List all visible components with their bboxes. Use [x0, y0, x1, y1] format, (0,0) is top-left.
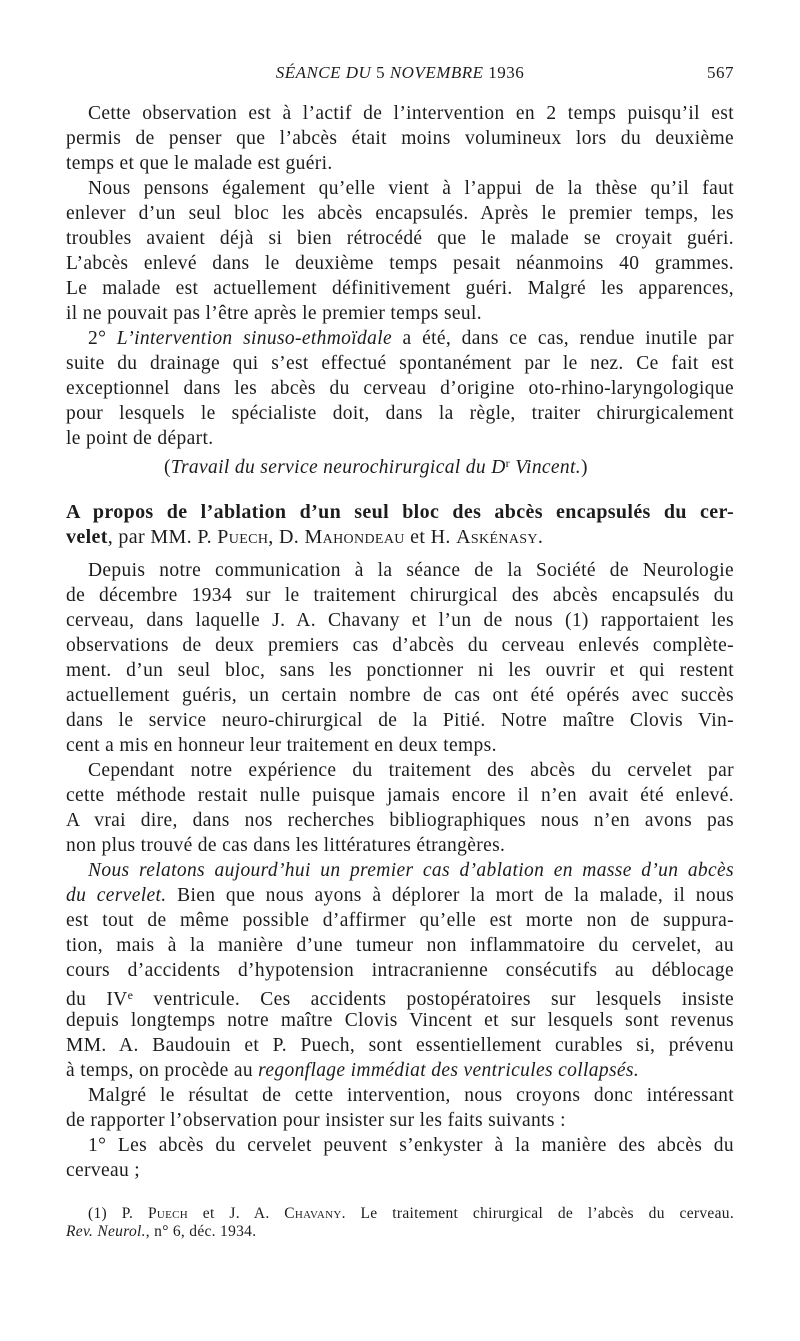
- text-run: Cependant notre expérience du traitement des abcès du cervelet par: [88, 760, 734, 781]
- text-run: cent a mis en honneur leur traitement en deux temps.: [66, 735, 497, 756]
- text-run: tion, mais à la manière d’une tumeur non inflammatoire du cervelet, au: [66, 935, 734, 956]
- text-run: dans le service neuro-chirurgical de la Pitié. Notre maître Clovis Vin-: [66, 710, 734, 731]
- text-line: [66, 426, 734, 451]
- text-run: non plus trouvé de cas dans les littératures étrangères.: [66, 835, 506, 856]
- italic-run: regonflage immédiat des ventricules collapsés.: [258, 1060, 640, 1081]
- text-run: A vrai dire, dans nos recherches bibliographiques nous n’en avons pas: [66, 810, 734, 831]
- text-run: cette méthode restait nulle puisque jamais encore il n’en avait été enlevé.: [66, 785, 734, 806]
- text-line: [66, 500, 734, 525]
- text-run: ment. d’un seul bloc, sans les ponctionner ni les ouvrir et qui restent: [66, 660, 734, 681]
- text-line: [66, 958, 734, 983]
- text-run: à temps, on procède au: [66, 1060, 259, 1081]
- footnote: [66, 1205, 734, 1241]
- text-run: depuis longtemps notre maître Clovis Vincent et sur lesquels sont revenus: [66, 1010, 734, 1031]
- text-line: [66, 176, 734, 201]
- text-line: [66, 983, 734, 1008]
- text-line: [66, 558, 734, 583]
- text-run: du IV: [66, 989, 128, 1010]
- text-run: suite du drainage qui s’est effectué spontanément par le nez. Ce fait est: [66, 353, 734, 374]
- text-line: [66, 1033, 734, 1058]
- bold-run: A propos de l’ablation d’un seul bloc des abcès encapsulés du cer-: [66, 501, 734, 523]
- bold-run: velet: [66, 526, 108, 548]
- text-run: actuellement guéris, un certain nombre de cas ont été opérés avec succès: [66, 685, 734, 706]
- text-run: cerveau ;: [66, 1160, 141, 1181]
- text-run: enlever d’un seul bloc les abcès encapsulés. Après le premier temps, les: [66, 203, 734, 224]
- text-line: [66, 683, 734, 708]
- italic-run: Vincent.: [510, 457, 582, 478]
- text-line: [66, 1083, 734, 1108]
- text-run: pour lesquels le spécialiste doit, dans la règle, traiter chirurgicalement: [66, 403, 734, 424]
- body-text-previous-article: [66, 101, 734, 476]
- text-run: cours d’accidents d’hypotension intracranienne consécutifs au déblocage: [66, 960, 734, 981]
- text-line: [66, 658, 734, 683]
- header-month: NOVEMBRE: [389, 63, 484, 82]
- text-line: [66, 276, 734, 301]
- text-line: [66, 451, 734, 476]
- text-line: [66, 201, 734, 226]
- text-run: Bien que nous ayons à déplorer la mort de la malade, il nous: [166, 885, 735, 906]
- text-line: [66, 101, 734, 126]
- text-run: observations de deux premiers cas d’abcès du cerveau enlevés complète-: [66, 635, 734, 656]
- text-line: [66, 301, 734, 326]
- text-run: (1) P.: [88, 1205, 148, 1222]
- header-session: SÉANCE DU: [275, 63, 372, 82]
- text-line: [66, 808, 734, 833]
- text-run: .: [537, 526, 544, 548]
- text-run: Le malade est actuellement définitivement guéri. Malgré les apparences,: [66, 278, 734, 299]
- text-run: a été, dans ce cas, rendue inutile par: [392, 328, 735, 349]
- text-run: est tout de même possible d’affirmer qu’elle est morte non de suppura-: [66, 910, 734, 931]
- text-line: [66, 126, 734, 151]
- text-line: [66, 251, 734, 276]
- italic-run: Rev. Neurol.: [66, 1223, 146, 1240]
- italic-run: L’intervention sinuso-ethmoïdale: [116, 328, 393, 349]
- superscript: e: [127, 988, 134, 1002]
- text-line: [66, 633, 734, 658]
- header-year: 1936: [488, 63, 525, 82]
- text-run: MM. A. Baudouin et P. Puech, sont essentiellement curables si, prévenu: [66, 1035, 734, 1056]
- text-line: [66, 833, 734, 858]
- text-line: [66, 908, 734, 933]
- text-run: ventricule. Ces accidents postopératoires sur lesquels insiste: [133, 989, 735, 1010]
- text-line: [66, 708, 734, 733]
- text-line: [66, 376, 734, 401]
- small-caps-run: Puech: [217, 526, 269, 548]
- text-run: cerveau, dans laquelle J. A. Chavany et l’un de nous (1) rapportaient les: [66, 610, 734, 631]
- text-line: [66, 326, 734, 351]
- text-run: de décembre 1934 sur le traitement chirurgical des abcès encapsulés du: [66, 585, 734, 606]
- article-title: [66, 500, 734, 550]
- small-caps-run: Puech: [147, 1205, 189, 1222]
- italic-run: Nous relatons aujourd’hui un premier cas d’ablation en masse d’un abcès: [88, 860, 734, 881]
- text-line: [66, 758, 734, 783]
- text-run: le point de départ.: [66, 428, 214, 449]
- text-line: [66, 783, 734, 808]
- small-caps-run: Mahondeau: [304, 526, 405, 548]
- small-caps-run: Chavany: [284, 1205, 342, 1222]
- text-run: de rapporter l’observation pour insister sur les faits suivants :: [66, 1110, 566, 1131]
- text-line: [66, 525, 734, 550]
- text-run: (: [164, 457, 171, 478]
- text-run: troubles avaient déjà si bien rétrocédé que le malade se croyait guéri.: [66, 228, 734, 249]
- text-line: [66, 583, 734, 608]
- text-run: il ne pouvait pas l’être après le premier temps seul.: [66, 303, 482, 324]
- text-line: [66, 1008, 734, 1033]
- text-line: [66, 1223, 734, 1241]
- text-run: temps et que le malade est guéri.: [66, 153, 333, 174]
- body-text-article: [66, 558, 734, 1183]
- text-run: Depuis notre communication à la séance de la Société de Neurologie: [88, 560, 734, 581]
- small-caps-run: Askénasy: [456, 526, 538, 548]
- text-line: [66, 1158, 734, 1183]
- text-line: [66, 608, 734, 633]
- text-run: et H.: [404, 526, 457, 548]
- text-line: [66, 858, 734, 883]
- running-header: [66, 63, 734, 87]
- text-run: et J. A.: [188, 1205, 285, 1222]
- header-day: 5: [376, 63, 386, 82]
- text-line: [66, 151, 734, 176]
- text-run: L’abcès enlevé dans le deuxième temps pesait néanmoins 40 grammes.: [66, 253, 734, 274]
- text-run: . Le traitement chirurgical de l’abcès du cerveau.: [341, 1205, 734, 1222]
- text-line: [66, 933, 734, 958]
- text-line: [66, 1133, 734, 1158]
- text-run: 2°: [88, 328, 117, 349]
- text-run: ): [581, 457, 588, 478]
- text-line: [66, 733, 734, 758]
- superscript: r: [505, 456, 511, 470]
- text-run: exceptionnel dans les abcès du cerveau d’origine oto-rhino-laryngologique: [66, 378, 734, 399]
- text-run: , n° 6, déc. 1934.: [145, 1223, 257, 1240]
- running-title: [66, 63, 734, 83]
- text-line: [66, 1058, 734, 1083]
- text-run: 1° Les abcès du cervelet peuvent s’enkyster à la manière des abcès du: [88, 1135, 734, 1156]
- text-line: [66, 226, 734, 251]
- text-line: [66, 1205, 734, 1223]
- text-line: [66, 883, 734, 908]
- text-run: Nous pensons également qu’elle vient à l’appui de la thèse qu’il faut: [88, 178, 734, 199]
- text-run: , D.: [268, 526, 305, 548]
- text-run: permis de penser que l’abcès était moins volumineux lors du deuxième: [66, 128, 734, 149]
- text-line: [66, 351, 734, 376]
- page-number: 567: [707, 63, 734, 82]
- text-line: [66, 1108, 734, 1133]
- italic-run: Travail du service neurochirurgical du D: [170, 457, 506, 478]
- text-line: [66, 401, 734, 426]
- text-run: , par MM. P.: [107, 526, 218, 548]
- text-run: Cette observation est à l’actif de l’intervention en 2 temps puisqu’il est: [88, 103, 734, 124]
- text-run: Malgré le résultat de cette intervention, nous croyons donc intéressant: [88, 1085, 734, 1106]
- italic-run: du cervelet.: [66, 885, 167, 906]
